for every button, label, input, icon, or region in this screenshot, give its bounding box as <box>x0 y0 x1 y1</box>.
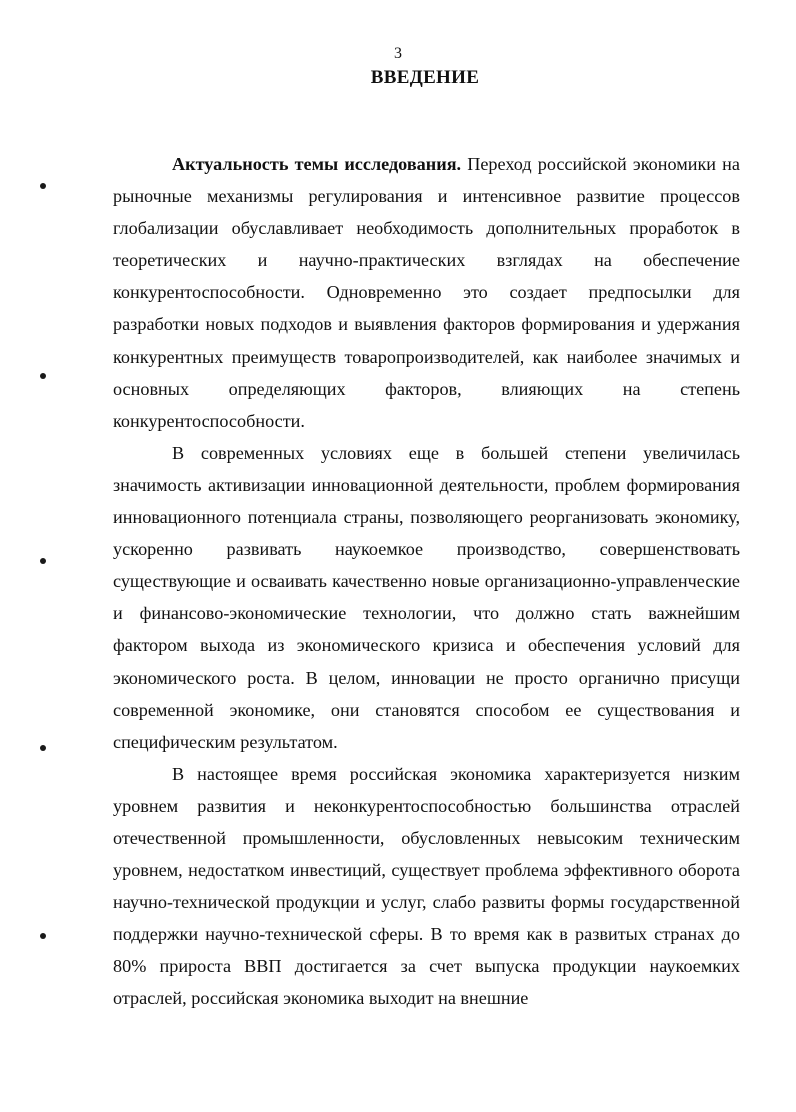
binding-hole-mark <box>40 373 46 379</box>
binding-hole-mark <box>40 933 46 939</box>
paragraph-text: В настоящее время российская экономика характеризуется низким уровнем развития и неконкурентоспособностью большинства отраслей отечественной промышленности, обусловленных невысоким техническим уровнем, недостатком инвестиций, существует проблема эффективного оборота научно-технической продукции и услуг, слабо развиты формы государственной поддержки научно-технической сферы. В то время как в развитых странах до 80% прироста ВВП достигается за счет выпуска продукции наукоемких отраслей, российская экономика выходит на внешние <box>113 763 740 1009</box>
paragraph-lead: Актуальность темы исследования. <box>172 154 462 174</box>
page-number: 3 <box>394 45 402 62</box>
paragraph-relevance <box>113 148 740 437</box>
binding-hole-mark <box>40 183 46 189</box>
paragraph-economy <box>113 758 740 1015</box>
page-title: ВВЕДЕНИЕ <box>370 67 480 88</box>
body-text <box>113 148 740 1015</box>
paragraph-text: Переход российской экономики на рыночные механизмы регулирования и интенсивное развитие процессов глобализации обуславливает необходимость дополнительных проработок в теоретических и научно-практических взглядах на обеспечение конкурентоспособности. Одновременно это создает предпосылки для разработки новых подходов и выявления факторов формирования и удержания конкурентных преимуществ товаропроизводителей, как наиболее значимых и основных определяющих факторов, влияющих на степень конкурентоспособности. <box>113 154 740 431</box>
paragraph-text: В современных условиях еще в большей степени увеличилась значимость активизации инновационной деятельности, проблем формирования инновационного потенциала страны, позволяющего реорганизовать экономику, ускоренно развивать наукоемкое производство, совершенствовать существующие и осваивать качественно новые организационно-управленческие и финансово-экономические технологии, что должно стать важнейшим фактором выхода из экономического кризиса и обеспечения условий для экономического роста. В целом, инновации не просто органично присущи современной экономике, они становятся способом ее существования и специфическим результатом. <box>113 442 740 752</box>
binding-hole-mark <box>40 558 46 564</box>
binding-hole-mark <box>40 745 46 751</box>
paragraph-innovation <box>113 437 740 758</box>
